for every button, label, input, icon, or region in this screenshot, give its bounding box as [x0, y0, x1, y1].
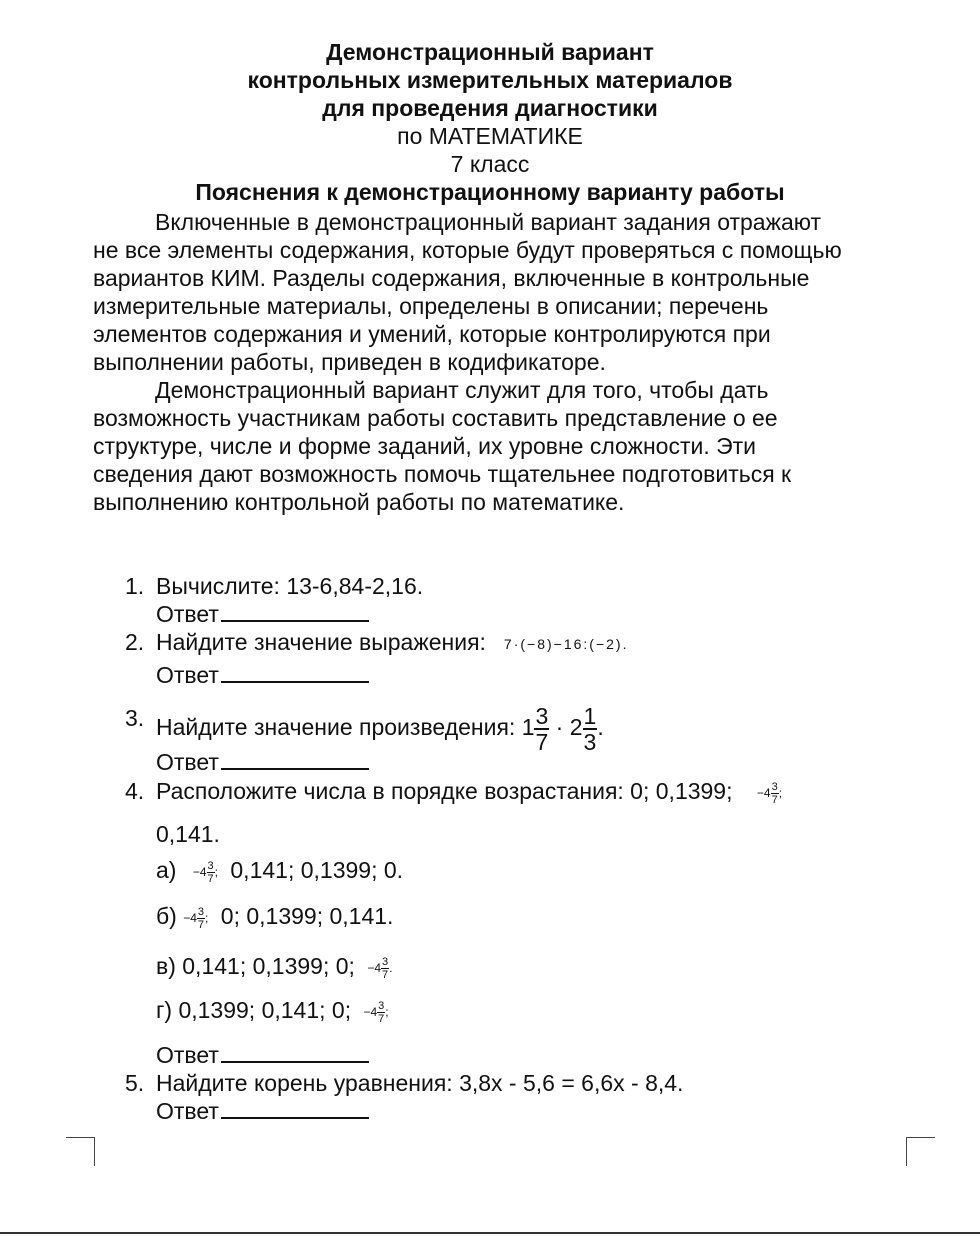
fraction	[377, 1001, 385, 1025]
numerator: 1	[583, 703, 597, 729]
text-line: возможность участникам работы составить представление о ее	[93, 405, 778, 431]
numerator: 3	[771, 780, 778, 793]
title-line-2: контрольных измерительных материалов	[247, 67, 733, 93]
answer-label: Ответ	[156, 749, 219, 775]
denominator: 7	[535, 729, 549, 755]
fraction	[534, 704, 549, 754]
mixed-number: −4 $\frac{3}{7}$ ;	[756, 780, 783, 806]
numerator: 3	[382, 955, 389, 968]
fraction	[771, 782, 779, 806]
whole-part: −4	[363, 1004, 378, 1019]
title-line-4: по МАТЕМАТИКЕ	[397, 123, 583, 149]
answer-line-1	[156, 600, 369, 628]
denominator: 7	[197, 918, 205, 931]
answer-label: Ответ	[156, 1042, 219, 1068]
text-line: не все элементы содержания, которые будут проверяться с помощью	[93, 237, 842, 263]
option-text: в) 0,141; 0,1399; 0;	[156, 953, 355, 979]
option-c[interactable]	[156, 952, 392, 982]
task-number: 4.	[125, 778, 145, 804]
mixed-number: −4 $\frac{3}{7}$ .	[367, 955, 393, 981]
answer-label: Ответ	[156, 1098, 219, 1124]
text-line: элементов содержания и умений, которые контролируются при	[93, 321, 771, 347]
task-number: 3.	[125, 705, 145, 731]
whole-part: −4	[756, 785, 771, 800]
option-label: б)	[156, 903, 177, 929]
option-d[interactable]	[156, 996, 389, 1026]
answer-label: Ответ	[156, 662, 219, 688]
answer-blank[interactable]	[221, 661, 369, 683]
answer-blank[interactable]	[221, 1041, 369, 1063]
page-corner-mark-right	[906, 1137, 935, 1166]
denominator: 7	[207, 872, 214, 885]
answer-label: Ответ	[156, 601, 219, 627]
text-line: Включенные в демонстрационный вариант задания отражают	[155, 209, 822, 235]
numerator: 3	[378, 999, 385, 1012]
section-heading: Пояснения к демонстрационному варианту работы	[195, 179, 785, 205]
option-text: г) 0,1399; 0,141; 0;	[156, 997, 352, 1023]
numerator: 3	[535, 703, 549, 729]
fraction	[207, 861, 215, 885]
option-a[interactable]	[156, 856, 403, 886]
task-text: Найдите значение произведения:	[156, 714, 522, 741]
period: .	[597, 714, 604, 741]
mixed-number: −4 $\frac{3}{7}$ ;	[363, 999, 389, 1025]
whole-part: 2	[569, 714, 583, 741]
whole-part: 1	[521, 714, 535, 741]
task-4-continuation: 0,141.	[156, 821, 220, 847]
title-line-3: для проведения диагностики	[322, 95, 658, 121]
task-text: Найдите значение выражения:	[156, 629, 486, 655]
answer-line-2	[156, 661, 369, 689]
option-text: 0,141; 0,1399; 0.	[230, 857, 404, 883]
fraction	[381, 957, 389, 981]
answer-blank[interactable]	[221, 1097, 369, 1119]
task-body	[156, 704, 604, 754]
task-number: 2.	[125, 629, 145, 655]
fraction	[583, 704, 598, 754]
option-label: а)	[156, 857, 177, 883]
text-line: Демонстрационный вариант служит для того, чтобы дать	[155, 377, 769, 403]
numerator: 3	[207, 859, 214, 872]
answer-blank[interactable]	[221, 600, 369, 622]
intro-paragraph-1	[93, 208, 842, 376]
task-text: Найдите корень уравнения: 3,8x - 5,6 = 6,6x - 8,4.	[156, 1070, 684, 1096]
task-text: Вычислите: 13-6,84-2,16.	[156, 573, 424, 599]
answer-line-4	[156, 1041, 369, 1069]
mixed-number: −4 $\frac{3}{7}$ ;	[183, 905, 209, 931]
answer-blank[interactable]	[221, 748, 369, 770]
option-b[interactable]	[156, 902, 393, 932]
title-line-5: 7 класс	[450, 151, 530, 177]
denominator: 3	[583, 729, 597, 755]
title-line-1: Демонстрационный вариант	[326, 39, 654, 65]
mixed-number: −4 $\frac{3}{7}$ ;	[192, 859, 218, 885]
answer-line-3	[156, 748, 369, 776]
task-text: Расположите числа в порядке возрастания: 0; 0,1399;	[156, 778, 733, 804]
text-line: измерительные материалы, определены в описании; перечень	[93, 293, 769, 319]
whole-part: −4	[367, 960, 381, 975]
task-body	[156, 628, 628, 658]
math-expression: 7·(−8)−16:(−2).	[503, 635, 629, 652]
page-bottom-edge	[0, 1232, 980, 1234]
whole-part: −4	[192, 864, 207, 879]
denominator: 7	[382, 968, 389, 981]
fraction	[197, 907, 205, 931]
task-number: 5.	[125, 1070, 145, 1096]
text-line: выполнению контрольной работы по математике.	[93, 489, 625, 515]
task-body	[156, 777, 782, 807]
whole-part: −4	[183, 910, 197, 925]
page-corner-mark-left	[66, 1137, 95, 1166]
text-line: вариантов КИМ. Разделы содержания, включенные в контрольные	[93, 265, 810, 291]
numerator: 3	[197, 905, 205, 918]
intro-paragraph-2	[93, 376, 791, 516]
multiply-sign: ·	[549, 714, 570, 741]
text-line: выполнении работы, приведен в кодификаторе.	[93, 349, 606, 375]
text-line: структуре, числе и форме заданий, их уровне сложности. Эти	[93, 433, 757, 459]
option-text: 0; 0,1399; 0,141.	[220, 903, 394, 929]
denominator: 7	[378, 1012, 385, 1025]
task-number: 1.	[125, 573, 145, 599]
text-line: сведения дают возможность помочь тщательнее подготовиться к	[93, 461, 792, 487]
denominator: 7	[771, 793, 778, 806]
answer-line-5	[156, 1097, 369, 1125]
